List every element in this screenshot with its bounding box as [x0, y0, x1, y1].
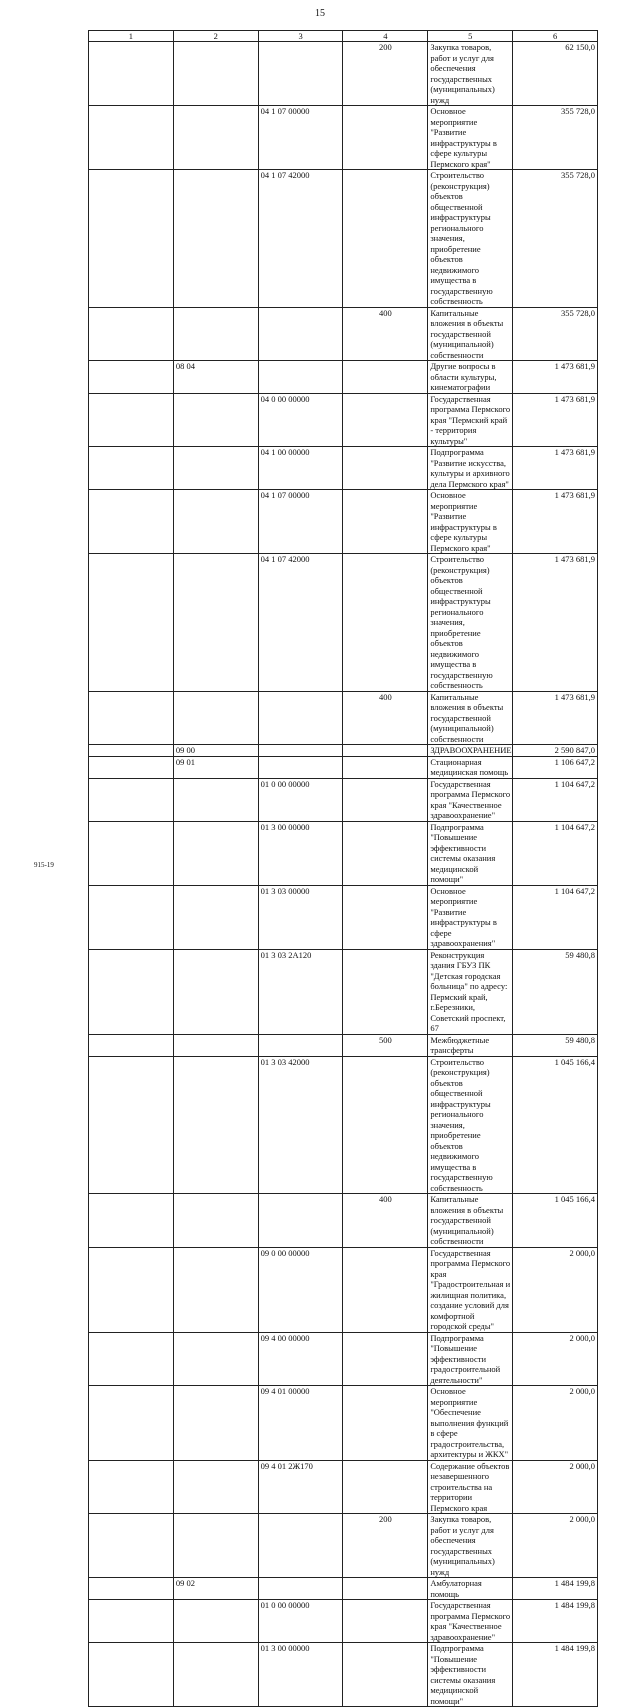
- cell-target-article: 04 1 07 00000: [258, 490, 343, 554]
- cell-section: [89, 1056, 174, 1194]
- table-row: [89, 106, 598, 170]
- cell-section: [89, 554, 174, 692]
- cell-subsection: [173, 949, 258, 1034]
- cell-subsection: [173, 1460, 258, 1514]
- cell-subsection: 09 02: [173, 1578, 258, 1600]
- cell-section: [89, 1034, 174, 1056]
- cell-expense-type: [343, 778, 428, 821]
- cell-section: [89, 307, 174, 361]
- cell-expense-type: [343, 1247, 428, 1332]
- cell-description: Подпрограмма "Повышение эффективности системы оказания медицинской помощи": [428, 821, 513, 885]
- cell-expense-type: [343, 1643, 428, 1707]
- cell-description: Подпрограмма "Развитие искусства, культуры и архивного дела Пермского края": [428, 447, 513, 490]
- cell-section: [89, 885, 174, 949]
- cell-section: [89, 949, 174, 1034]
- cell-expense-type: [343, 393, 428, 447]
- cell-subsection: [173, 393, 258, 447]
- cell-expense-type: [343, 1056, 428, 1194]
- cell-description: Государственная программа Пермского края "Качественное здравоохранение": [428, 1600, 513, 1643]
- cell-description: Государственная программа Пермского края "Градостроительная и жилищная политика, создание условий для комфортной городской среды": [428, 1247, 513, 1332]
- cell-target-article: [258, 745, 343, 757]
- table-row: [89, 756, 598, 778]
- cell-expense-type: [343, 554, 428, 692]
- cell-section: [89, 1194, 174, 1248]
- cell-target-article: 09 0 00 00000: [258, 1247, 343, 1332]
- cell-amount: 1 106 647,2: [513, 756, 598, 778]
- cell-expense-type: [343, 1386, 428, 1461]
- table-row: [89, 1056, 598, 1194]
- cell-amount: 1 484 199,8: [513, 1578, 598, 1600]
- cell-section: [89, 1578, 174, 1600]
- cell-subsection: 09 01: [173, 756, 258, 778]
- cell-subsection: [173, 1056, 258, 1194]
- table-row: [89, 745, 598, 757]
- header-row: [89, 31, 598, 42]
- table-row: [89, 554, 598, 692]
- table-row: [89, 170, 598, 308]
- cell-amount: 1 473 681,9: [513, 490, 598, 554]
- table-row: [89, 1034, 598, 1056]
- cell-amount: 2 000,0: [513, 1332, 598, 1386]
- cell-description: Государственная программа Пермского края "Пермский край - территория культуры": [428, 393, 513, 447]
- cell-expense-type: [343, 745, 428, 757]
- cell-description: Закупка товаров, работ и услуг для обеспечения государственных (муниципальных) нужд: [428, 1514, 513, 1578]
- cell-section: [89, 1600, 174, 1643]
- cell-section: [89, 1514, 174, 1578]
- cell-section: [89, 1643, 174, 1707]
- table-row: [89, 1332, 598, 1386]
- column-header-2: 2: [173, 31, 258, 42]
- cell-amount: 1 045 166,4: [513, 1056, 598, 1194]
- cell-subsection: [173, 1514, 258, 1578]
- table-row: [89, 361, 598, 394]
- cell-expense-type: 400: [343, 691, 428, 745]
- cell-target-article: 01 3 03 2А120: [258, 949, 343, 1034]
- cell-target-article: [258, 307, 343, 361]
- cell-subsection: [173, 1034, 258, 1056]
- cell-description: Строительство (реконструкция) объектов общественной инфраструктуры регионального значения, приобретение объектов недвижимого имущества в государственную собственность: [428, 1056, 513, 1194]
- table-row: [89, 447, 598, 490]
- cell-amount: 1 484 199,8: [513, 1643, 598, 1707]
- cell-expense-type: [343, 821, 428, 885]
- cell-target-article: 09 4 00 00000: [258, 1332, 343, 1386]
- cell-subsection: [173, 1332, 258, 1386]
- cell-amount: 2 000,0: [513, 1460, 598, 1514]
- column-header-3: 3: [258, 31, 343, 42]
- cell-section: [89, 106, 174, 170]
- cell-amount: 355 728,0: [513, 170, 598, 308]
- cell-section: [89, 393, 174, 447]
- cell-expense-type: [343, 949, 428, 1034]
- table-row: [89, 1247, 598, 1332]
- cell-subsection: 08 04: [173, 361, 258, 394]
- cell-subsection: [173, 42, 258, 106]
- cell-amount: 2 000,0: [513, 1514, 598, 1578]
- cell-description: Подпрограмма "Повышение эффективности градостроительной деятельности": [428, 1332, 513, 1386]
- cell-subsection: [173, 307, 258, 361]
- cell-subsection: [173, 1194, 258, 1248]
- cell-amount: 62 150,0: [513, 42, 598, 106]
- page-number: 15: [315, 8, 325, 19]
- cell-expense-type: 200: [343, 42, 428, 106]
- cell-section: [89, 1386, 174, 1461]
- table-row: [89, 1578, 598, 1600]
- cell-amount: 1 104 647,2: [513, 821, 598, 885]
- cell-amount: 1 104 647,2: [513, 778, 598, 821]
- document-code: 915-19: [34, 861, 54, 869]
- cell-section: [89, 170, 174, 308]
- cell-target-article: [258, 756, 343, 778]
- cell-target-article: [258, 42, 343, 106]
- cell-amount: 1 473 681,9: [513, 554, 598, 692]
- table-row: [89, 42, 598, 106]
- table-row: [89, 885, 598, 949]
- cell-section: [89, 447, 174, 490]
- cell-amount: 355 728,0: [513, 106, 598, 170]
- cell-description: Строительство (реконструкция) объектов общественной инфраструктуры регионального значения, приобретение объектов недвижимого имущества в государственную собственность: [428, 554, 513, 692]
- cell-target-article: 09 4 01 00000: [258, 1386, 343, 1461]
- cell-expense-type: [343, 1600, 428, 1643]
- cell-target-article: 04 1 07 42000: [258, 170, 343, 308]
- cell-target-article: 04 1 07 42000: [258, 554, 343, 692]
- table-row: [89, 1600, 598, 1643]
- table-row: [89, 1386, 598, 1461]
- cell-amount: 355 728,0: [513, 307, 598, 361]
- cell-section: [89, 1247, 174, 1332]
- cell-amount: 1 473 681,9: [513, 691, 598, 745]
- cell-amount: 1 473 681,9: [513, 447, 598, 490]
- cell-subsection: [173, 691, 258, 745]
- cell-description: Капитальные вложения в объекты государственной (муниципальной) собственности: [428, 691, 513, 745]
- cell-expense-type: 200: [343, 1514, 428, 1578]
- table-row: [89, 949, 598, 1034]
- cell-expense-type: [343, 170, 428, 308]
- column-header-5: 5: [428, 31, 513, 42]
- cell-amount: 2 000,0: [513, 1386, 598, 1461]
- cell-expense-type: [343, 1460, 428, 1514]
- cell-section: [89, 1460, 174, 1514]
- cell-description: Капитальные вложения в объекты государственной (муниципальной) собственности: [428, 1194, 513, 1248]
- cell-amount: 1 045 166,4: [513, 1194, 598, 1248]
- cell-section: [89, 691, 174, 745]
- budget-table: [88, 30, 598, 1707]
- table-row: [89, 778, 598, 821]
- column-header-4: 4: [343, 31, 428, 42]
- column-header-1: 1: [89, 31, 174, 42]
- cell-description: Амбулаторная помощь: [428, 1578, 513, 1600]
- cell-expense-type: [343, 106, 428, 170]
- table-row: [89, 393, 598, 447]
- table-row: [89, 1514, 598, 1578]
- column-header-6: 6: [513, 31, 598, 42]
- table-row: [89, 1460, 598, 1514]
- cell-subsection: [173, 778, 258, 821]
- cell-section: [89, 361, 174, 394]
- cell-expense-type: 500: [343, 1034, 428, 1056]
- cell-expense-type: [343, 756, 428, 778]
- cell-amount: 1 473 681,9: [513, 361, 598, 394]
- cell-amount: 2 590 847,0: [513, 745, 598, 757]
- cell-expense-type: [343, 1578, 428, 1600]
- cell-subsection: 09 00: [173, 745, 258, 757]
- cell-section: [89, 756, 174, 778]
- cell-expense-type: [343, 447, 428, 490]
- cell-subsection: [173, 106, 258, 170]
- cell-description: Стационарная медицинская помощь: [428, 756, 513, 778]
- cell-section: [89, 42, 174, 106]
- cell-section: [89, 745, 174, 757]
- cell-target-article: 01 3 03 00000: [258, 885, 343, 949]
- cell-subsection: [173, 490, 258, 554]
- table-row: [89, 1194, 598, 1248]
- cell-subsection: [173, 554, 258, 692]
- cell-subsection: [173, 1386, 258, 1461]
- cell-description: Реконструкция здания ГБУЗ ПК "Детская городская больница" по адресу: Пермский край, г.Березники, Советский проспект, 67: [428, 949, 513, 1034]
- cell-expense-type: 400: [343, 1194, 428, 1248]
- cell-target-article: 04 0 00 00000: [258, 393, 343, 447]
- cell-target-article: [258, 361, 343, 394]
- cell-amount: 2 000,0: [513, 1247, 598, 1332]
- cell-section: [89, 490, 174, 554]
- cell-description: Закупка товаров, работ и услуг для обеспечения государственных (муниципальных) нужд: [428, 42, 513, 106]
- cell-expense-type: [343, 1332, 428, 1386]
- cell-subsection: [173, 1247, 258, 1332]
- cell-section: [89, 1332, 174, 1386]
- cell-amount: 59 480,8: [513, 949, 598, 1034]
- cell-description: Содержание объектов незавершенного строительства на территории Пермского края: [428, 1460, 513, 1514]
- cell-subsection: [173, 1643, 258, 1707]
- cell-target-article: 01 3 00 00000: [258, 821, 343, 885]
- cell-target-article: 01 3 03 42000: [258, 1056, 343, 1194]
- cell-description: Межбюджетные трансферты: [428, 1034, 513, 1056]
- cell-target-article: [258, 1514, 343, 1578]
- table-row: [89, 490, 598, 554]
- table-row: [89, 1643, 598, 1707]
- table-row: [89, 307, 598, 361]
- cell-section: [89, 821, 174, 885]
- table-row: [89, 691, 598, 745]
- cell-subsection: [173, 821, 258, 885]
- cell-description: Строительство (реконструкция) объектов общественной инфраструктуры регионального значения, приобретение объектов недвижимого имущества в государственную собственность: [428, 170, 513, 308]
- cell-amount: 1 484 199,8: [513, 1600, 598, 1643]
- cell-target-article: 01 0 00 00000: [258, 778, 343, 821]
- cell-description: Капитальные вложения в объекты государственной (муниципальной) собственности: [428, 307, 513, 361]
- cell-target-article: 01 0 00 00000: [258, 1600, 343, 1643]
- cell-subsection: [173, 885, 258, 949]
- cell-expense-type: [343, 490, 428, 554]
- cell-target-article: [258, 1194, 343, 1248]
- cell-section: [89, 778, 174, 821]
- cell-expense-type: [343, 361, 428, 394]
- cell-description: Основное мероприятие "Развитие инфраструктуры в сфере культуры Пермского края": [428, 106, 513, 170]
- cell-target-article: 09 4 01 2Ж170: [258, 1460, 343, 1514]
- cell-target-article: [258, 1034, 343, 1056]
- cell-description: Основное мероприятие "Развитие инфраструктуры в сфере здравоохранения": [428, 885, 513, 949]
- cell-amount: 59 480,8: [513, 1034, 598, 1056]
- cell-subsection: [173, 170, 258, 308]
- cell-description: Основное мероприятие "Обеспечение выполнения функций в сфере градостроительства, архитектуры и ЖКХ": [428, 1386, 513, 1461]
- cell-target-article: 01 3 00 00000: [258, 1643, 343, 1707]
- cell-target-article: 04 1 07 00000: [258, 106, 343, 170]
- cell-amount: 1 104 647,2: [513, 885, 598, 949]
- cell-description: Подпрограмма "Повышение эффективности системы оказания медицинской помощи": [428, 1643, 513, 1707]
- cell-target-article: [258, 691, 343, 745]
- cell-description: Другие вопросы в области культуры, кинематографии: [428, 361, 513, 394]
- cell-target-article: 04 1 00 00000: [258, 447, 343, 490]
- cell-description: Основное мероприятие "Развитие инфраструктуры в сфере культуры Пермского края": [428, 490, 513, 554]
- cell-description: Государственная программа Пермского края "Качественное здравоохранение": [428, 778, 513, 821]
- cell-target-article: [258, 1578, 343, 1600]
- table-body: [89, 42, 598, 1707]
- cell-subsection: [173, 447, 258, 490]
- cell-expense-type: 400: [343, 307, 428, 361]
- table-row: [89, 821, 598, 885]
- table-header: [89, 31, 598, 42]
- cell-amount: 1 473 681,9: [513, 393, 598, 447]
- cell-subsection: [173, 1600, 258, 1643]
- cell-description: ЗДРАВООХРАНЕНИЕ: [428, 745, 513, 757]
- cell-expense-type: [343, 885, 428, 949]
